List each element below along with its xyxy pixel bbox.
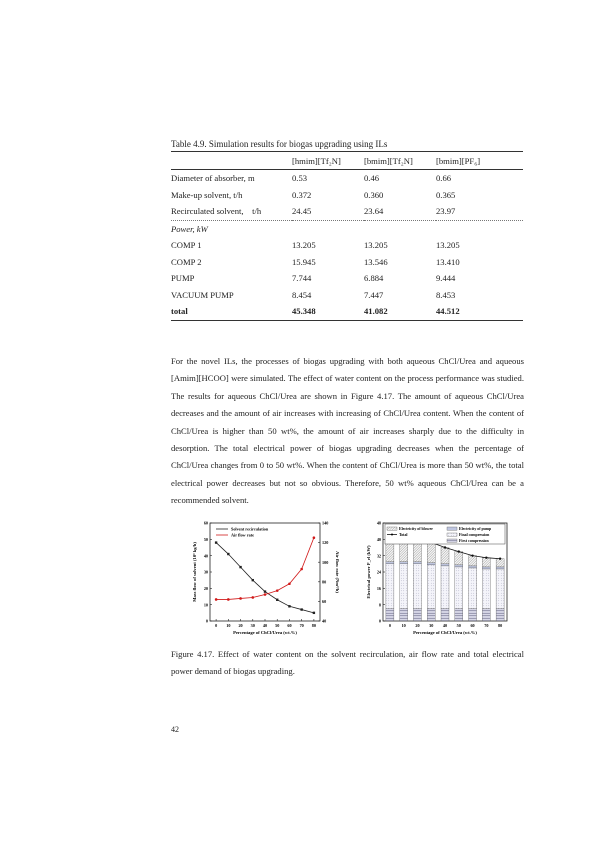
x-tick-label: 60 <box>287 623 292 628</box>
table-row <box>171 287 523 304</box>
x-tick-label: 30 <box>250 623 255 628</box>
bar-segment-1 <box>469 568 477 609</box>
y-tick-label: 16 <box>376 585 381 591</box>
legend-label: Air flow rate <box>231 532 254 538</box>
bar-segment-1 <box>400 564 408 609</box>
y-tick-label: 40 <box>376 536 381 542</box>
cell: 24.45 <box>292 203 364 220</box>
y-tick-label: 60 <box>203 520 208 526</box>
data-point <box>288 605 290 607</box>
bar-segment-0 <box>496 609 504 621</box>
x-tick-label: 20 <box>415 623 420 628</box>
data-point <box>313 612 315 614</box>
cell: 41.082 <box>364 303 436 320</box>
x-tick-label: 40 <box>442 623 448 628</box>
bar-segment-0 <box>441 609 449 621</box>
legend-label: Electricity of pump <box>459 527 492 531</box>
x-axis-label: Percentage of ChCl/Urea (wt.%) <box>413 630 477 635</box>
y-tick-label: 48 <box>376 520 381 526</box>
bar-segment-0 <box>386 609 394 621</box>
bar-segment-3 <box>441 548 449 564</box>
series-line-0 <box>216 543 314 613</box>
y2-tick-label: 140 <box>322 520 329 526</box>
cell: 15.945 <box>292 256 316 267</box>
body-paragraph: For the novel ILs, the processes of biogas upgrading with both aqueous ChCl/Urea and aqueous [Amim][HCOO] were simulated. The effect of water content on the process performance was studied. The results for aqueous ChCl/Urea are shown in Figure 4.17. The amount of aqueous ChCl/Urea decreases and the amount of air increases with increasing of ChCl/Urea content. When the content of ChCl/Urea is higher than 50 wt%, the amount of air increases sharply due to the difficulty in desorption. The total electrical power of biogas upgrading decreases when the percentage of ChCl/Urea changes from 0 to 50 wt%. When the content of ChCl/Urea is more than 50 wt%, the total electrical power decreases but not so obvious. Therefore, 50 wt% aqueous ChCl/Urea can be a recommended solvent. <box>171 356 524 506</box>
data-point <box>215 598 218 601</box>
x-tick-label: 30 <box>429 623 434 628</box>
bar-segment-1 <box>496 569 504 609</box>
table-row <box>171 270 523 287</box>
y-tick-label: 50 <box>203 536 208 542</box>
total-point <box>444 546 446 548</box>
bar-segment-1 <box>386 564 394 609</box>
data-point <box>288 582 291 585</box>
y-tick-label: 20 <box>203 585 208 591</box>
cell: 13.205 <box>364 240 388 251</box>
figure-caption: Figure 4.17. Effect of water content on the solvent recirculation, air flow rate and total electrical power demand of biogas upgrading. <box>171 649 524 676</box>
x-tick-label: 10 <box>226 623 231 628</box>
y-axis-label: Mass flow of solvent (10³ kg/h) <box>192 542 197 602</box>
cell: 0.365 <box>436 189 456 200</box>
table-header-hmim-tf2n: [hmim][Tf₂N] <box>292 152 364 170</box>
row-label: Recirculated solvent, t/h <box>171 203 292 220</box>
table-header-empty <box>171 152 292 170</box>
x-tick-label: 10 <box>401 623 406 628</box>
data-point <box>276 599 278 601</box>
y2-axis-label: Air flow rate (Nm³/h) <box>335 551 340 593</box>
x-tick-label: 50 <box>275 623 280 628</box>
bar-segment-2 <box>469 566 477 568</box>
bar-segment-2 <box>482 567 490 569</box>
solvent-airflow-chart <box>190 517 340 637</box>
y-tick-label: 0 <box>378 618 381 624</box>
cell: 0.53 <box>292 173 308 184</box>
y-tick-label: 0 <box>205 618 208 624</box>
legend-marker <box>391 534 393 536</box>
bar-segment-2 <box>427 563 435 565</box>
legend-swatch <box>447 539 457 542</box>
table-row <box>171 203 523 220</box>
x-tick-label: 60 <box>470 623 475 628</box>
data-point <box>276 589 279 592</box>
bar-segment-0 <box>413 609 421 621</box>
x-tick-label: 20 <box>238 623 243 628</box>
x-tick-label: 40 <box>262 623 268 628</box>
x-tick-label: 80 <box>311 623 316 628</box>
y-tick-label: 30 <box>203 569 208 575</box>
y2-tick-label: 80 <box>322 579 327 585</box>
data-point <box>252 579 254 581</box>
data-point <box>239 597 242 600</box>
y-tick-label: 24 <box>376 569 381 575</box>
y-tick-label: 40 <box>203 553 208 559</box>
cell: 13.546 <box>364 256 388 267</box>
data-point <box>300 568 303 571</box>
page-number: 42 <box>171 725 179 734</box>
row-label: COMP 1 <box>171 240 202 251</box>
figure-4-17 <box>190 517 525 637</box>
x-axis-label: Percentage of ChCl/Urea (wt.%) <box>233 630 297 635</box>
x-tick-label: 0 <box>215 623 218 628</box>
table-section-row <box>171 220 523 237</box>
legend-label: Final compression <box>459 533 490 537</box>
legend-swatch <box>447 527 457 530</box>
table-header-bmim-tf2n: [bmim][Tf₂N] <box>364 152 436 170</box>
cell: 6.884 <box>364 273 384 284</box>
x-tick-label: 70 <box>484 623 489 628</box>
table-caption: Table 4.9. Simulation results for biogas upgrading using ILs <box>171 139 388 149</box>
y-tick-label: 32 <box>376 553 381 559</box>
total-point <box>499 558 501 560</box>
bar-segment-3 <box>496 559 504 567</box>
legend-label: Electricity of blower <box>399 527 433 531</box>
section-label: Power, kW <box>171 223 208 234</box>
bar-segment-0 <box>482 609 490 621</box>
cell: 0.66 <box>436 173 452 184</box>
bar-segment-2 <box>386 562 394 564</box>
data-point <box>239 566 241 568</box>
bar-segment-1 <box>455 567 463 609</box>
cell: 8.453 <box>436 289 456 300</box>
y2-tick-label: 60 <box>322 599 327 604</box>
data-point <box>264 593 267 596</box>
row-label: PUMP <box>171 273 195 284</box>
total-point <box>458 550 460 552</box>
bar-segment-2 <box>441 564 449 566</box>
data-point <box>264 590 266 592</box>
row-label: COMP 2 <box>171 256 202 267</box>
y-axis-label: Electrical power P_el (kW) <box>366 545 371 599</box>
simulation-results-table <box>171 151 523 321</box>
table-row-total <box>171 303 523 320</box>
y2-tick-label: 40 <box>322 618 327 624</box>
bar-segment-0 <box>455 609 463 621</box>
bar-segment-1 <box>427 565 435 609</box>
bar-segment-2 <box>400 562 408 564</box>
bar-segment-3 <box>482 558 490 567</box>
cell: 0.46 <box>364 173 380 184</box>
bar-segment-1 <box>441 566 449 609</box>
y-tick-label: 8 <box>378 602 381 608</box>
bar-segment-2 <box>496 567 504 569</box>
bar-segment-1 <box>482 569 490 609</box>
data-point <box>251 596 254 599</box>
cell: 23.97 <box>436 203 523 220</box>
cell: 7.447 <box>364 289 384 300</box>
data-point <box>300 608 302 610</box>
x-tick-label: 50 <box>456 623 461 628</box>
data-point <box>313 536 316 539</box>
row-label: Diameter of absorber, m <box>171 173 255 184</box>
cell: 0.360 <box>364 189 384 200</box>
bar-segment-0 <box>427 609 435 621</box>
cell: 0.372 <box>292 189 312 200</box>
cell: 7.744 <box>292 273 312 284</box>
table-row <box>171 170 523 187</box>
bar-segment-0 <box>469 609 477 621</box>
cell: 8.454 <box>292 289 312 300</box>
row-label: VACUUM PUMP <box>171 289 234 300</box>
row-label: Make-up solvent, t/h <box>171 189 243 200</box>
row-label: total <box>171 303 292 320</box>
bar-segment-3 <box>469 556 477 566</box>
cell: 13.205 <box>292 240 316 251</box>
cell: 9.444 <box>436 273 456 284</box>
bar-segment-2 <box>413 562 421 564</box>
x-tick-label: 0 <box>388 623 391 628</box>
y-tick-label: 10 <box>203 602 208 608</box>
table-header-bmim-pf6: [bmim][PF₆] <box>436 152 523 170</box>
table-row <box>171 237 523 254</box>
table-row <box>171 187 523 204</box>
bar-segment-2 <box>455 565 463 567</box>
table-row <box>171 254 523 271</box>
legend-swatch <box>387 527 397 530</box>
series-line-1 <box>216 538 314 600</box>
total-point <box>485 557 487 559</box>
data-point <box>227 553 229 555</box>
plot-frame <box>210 523 320 621</box>
bar-segment-3 <box>427 542 435 562</box>
cell: 45.348 <box>292 303 364 320</box>
total-point <box>471 554 473 556</box>
data-point <box>215 541 217 543</box>
legend-swatch <box>447 533 457 536</box>
legend-label: Total <box>399 533 408 537</box>
legend-label: First compression <box>459 539 489 543</box>
cell: 23.64 <box>364 203 436 220</box>
bar-segment-1 <box>413 564 421 609</box>
bar-segment-3 <box>455 552 463 565</box>
cell: 13.205 <box>436 240 460 251</box>
bar-segment-0 <box>400 609 408 621</box>
y2-tick-label: 120 <box>322 540 329 546</box>
cell: 44.512 <box>436 303 523 320</box>
y2-tick-label: 100 <box>322 559 329 565</box>
cell: 13.410 <box>436 256 460 267</box>
electrical-power-chart <box>365 517 525 637</box>
data-point <box>227 598 230 601</box>
legend-label: Solvent recirculation <box>231 526 269 532</box>
x-tick-label: 70 <box>299 623 304 628</box>
x-tick-label: 80 <box>498 623 503 628</box>
